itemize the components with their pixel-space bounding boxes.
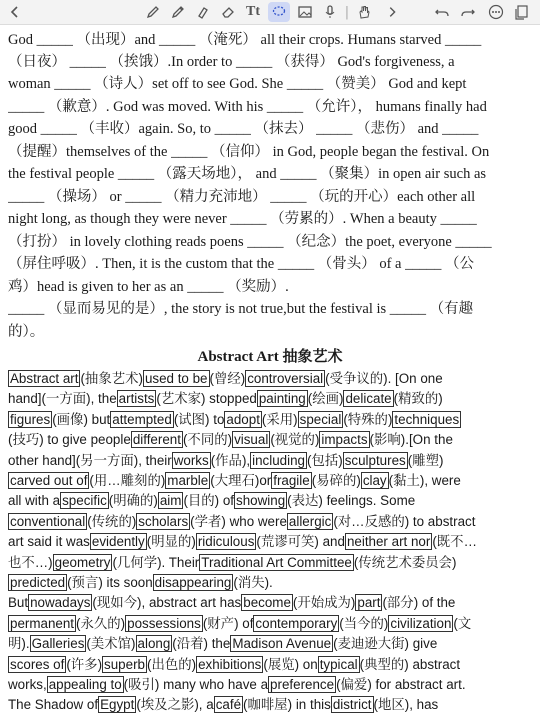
story-line: woman _____ （诗人）set off to see God. She _____ （赞美） God and kept xyxy=(8,76,467,92)
vocab-term: delicate xyxy=(345,391,392,407)
vocab-term: Abstract art xyxy=(10,371,79,386)
vocab-term: fragile xyxy=(273,473,310,488)
vocab-term: showing xyxy=(236,493,286,509)
vocab-line: 也不…) geometry (几何学). Their Traditional Art Committee (传统艺术委员会) xyxy=(8,554,457,570)
vocab-term: impacts xyxy=(321,432,368,448)
vocab-term: appealing to xyxy=(48,677,122,692)
vocab-term: visual xyxy=(234,432,269,448)
story-line: God _____ （出现）and _____ （淹死） all their crops. Humans starved _____ xyxy=(8,32,482,48)
vocab-line: hand](一方面), the artists (艺术家) stopped painting (绘画) delicate (精致的) xyxy=(8,391,443,407)
vocab-line: Abstract art (抽象艺术) used to be (曾经) controversial (受争议的). [On one xyxy=(10,371,443,386)
more-icon[interactable] xyxy=(486,2,506,22)
vocab-term: evidently xyxy=(91,534,145,550)
pen-icon[interactable] xyxy=(143,2,163,22)
toolbar xyxy=(0,0,540,25)
vocab-term: neither art nor xyxy=(346,534,431,550)
hand-icon[interactable] xyxy=(354,2,374,22)
vocab-term: Traditional Art Committee xyxy=(201,554,352,570)
vocab-term: geometry xyxy=(54,554,111,570)
microphone-icon[interactable] xyxy=(320,2,340,22)
vocab-term: including xyxy=(252,452,305,468)
vocab-term: disappearing xyxy=(154,575,232,590)
vocab-term: exhibitions xyxy=(198,656,262,672)
vocab-term: artists xyxy=(118,391,155,407)
vocab-line: permanent (永久的) possessions (财产) of contemporary (当今的) civilization (文 xyxy=(10,615,472,631)
vocab-term: typical xyxy=(319,656,358,672)
image-icon[interactable] xyxy=(295,2,315,22)
vocab-line: all with a specific (明确的) aim (目的) of showing (表达) feelings. Some xyxy=(8,493,416,509)
vocab-term: figures xyxy=(10,411,51,427)
back-chevron-icon[interactable] xyxy=(6,2,24,22)
vocab-term: carved out of xyxy=(10,473,88,488)
vocab-line: 明). Galleries (美术馆) along (沿着) the Madison Avenue (麦迪逊大街) give xyxy=(8,636,438,652)
vocab-line: predicted (预言) its soon disappearing (消失). xyxy=(10,575,273,590)
story-line: the festival people _____ （露天场地）， and _____ （聚集）in open air such as xyxy=(8,166,487,182)
vocab-term: café xyxy=(215,697,242,713)
eraser-icon[interactable] xyxy=(218,2,238,22)
vocab-term: conventional xyxy=(10,513,86,529)
vocab-term: scores of xyxy=(10,656,65,672)
vocab-term: techniques xyxy=(394,411,460,427)
story-line: night long, as though they were never _____ （劳累的）. When a beauty _____ xyxy=(8,211,477,227)
story-line: （提醒）themselves of the _____ （信仰） in God, people began the festival. On xyxy=(8,144,490,160)
vocab-term: adopt xyxy=(226,411,260,427)
vocab-term: scholars xyxy=(138,513,189,529)
undo-icon[interactable] xyxy=(432,2,452,22)
vocab-line: figures (画像) but attempted (试图) to adopt (采用) special (特殊的) techniques xyxy=(10,411,460,427)
vocab-term: Egypt xyxy=(100,697,135,713)
story-line: _____ （操场） or _____ （精力充沛地） _____ （玩的开心）each other all xyxy=(8,189,476,205)
vocab-term: aim xyxy=(159,493,182,509)
vocab-term: specific xyxy=(62,493,107,509)
vocab-term: clay xyxy=(362,473,387,488)
vocab-term: special xyxy=(299,411,342,427)
story-line: （屏住呼吸）. Then, it is the custom that the _____ （骨头） of a _____ （公 xyxy=(8,256,474,272)
vocab-term: Madison Avenue xyxy=(232,636,332,652)
separator: | xyxy=(344,4,350,20)
vocab-term: possessions xyxy=(127,615,201,631)
lasso-icon[interactable] xyxy=(268,2,290,22)
vocab-term: preference xyxy=(270,677,335,692)
pages-icon[interactable] xyxy=(512,2,532,22)
vocab-term: controversial xyxy=(247,371,324,386)
vocab-term: used to be xyxy=(144,371,208,386)
vocab-term: painting xyxy=(258,391,306,407)
vocab-term: attempted xyxy=(112,411,172,427)
story-line: 的）。 xyxy=(8,324,45,340)
redo-icon[interactable] xyxy=(458,2,478,22)
vocab-term: along xyxy=(137,636,171,652)
vocab-term: superb xyxy=(104,656,145,672)
vocab-term: district xyxy=(332,697,372,713)
vocab-line: (技巧) to give people different (不同的) visual (视觉的) impacts (影响).[On the xyxy=(8,432,453,448)
vocab-line: conventional (传统的) scholars (学者) who were allergic (对…反感的) to abstract xyxy=(10,513,476,529)
vocab-term: marble xyxy=(167,473,209,488)
vocab-term: predicted xyxy=(10,575,66,590)
vocab-term: different xyxy=(132,432,181,448)
vocab-term: permanent xyxy=(10,615,75,631)
story-line: _____ （显而易见的是）, the story is not true,but the festival is _____ （有趣 xyxy=(8,301,474,317)
story-line: good _____ （丰收）again. So, to _____ （抹去） _____ （悲伤） and _____ xyxy=(8,121,479,137)
vocab-term: sculptures xyxy=(344,452,406,468)
story-line: 鸡）head is given to her as an _____ （奖励）. xyxy=(8,279,289,295)
story-line: （日夜） _____ （挨饿）.In order to _____ （获得） God's forgiveness, a xyxy=(8,54,455,70)
vocab-term: ridiculous xyxy=(197,534,255,550)
vocab-term: contemporary xyxy=(255,615,338,631)
vocab-line: works, appealing to (吸引) many who have a preference (偏爱) for abstract art. xyxy=(8,677,466,692)
vocab-term: become xyxy=(243,595,291,611)
vocab-line: art said it was evidently (明显的) ridiculous (荒谬可笑) and neither art nor (既不… xyxy=(8,534,477,550)
forward-chevron-icon[interactable] xyxy=(385,2,399,22)
story-line: （打扮） in lovely clothing reads poens _____ （纪念）the poet, everyone _____ xyxy=(8,234,492,250)
vocab-term: civilization xyxy=(390,615,452,631)
pencil-icon[interactable] xyxy=(168,2,188,22)
section-title: Abstract Art 抽象艺术 xyxy=(197,349,343,365)
highlighter-icon[interactable] xyxy=(193,2,213,22)
vocab-term: works xyxy=(173,452,209,468)
text-tool-icon[interactable]: Tt xyxy=(246,4,260,19)
vocab-term: Galleries xyxy=(31,636,85,652)
vocab-line: other hand](另一方面), their works (作品), including (包括) sculptures (雕塑) xyxy=(8,452,444,468)
vocab-line: The Shadow of Egypt (埃及之影), a café (咖啡屋) in this district (地区), has xyxy=(8,697,439,713)
vocab-term: nowadays xyxy=(30,595,91,611)
vocab-term: allergic xyxy=(288,513,332,529)
vocab-term: part xyxy=(357,595,381,611)
vocab-line: scores of (许多) superb (出色的) exhibitions (展览) on typical (典型的) abstract xyxy=(10,656,461,672)
story-line: _____ （歉意）. God was moved. With his _____ （允许）， humans finally had xyxy=(8,99,487,115)
vocab-line: carved out of (用…雕刻的) marble (大理石)or fragile (易碎的) clay (黏土), were xyxy=(10,473,461,488)
vocab-line: But nowadays (现如今), abstract art has become (开始成为) part (部分) of the xyxy=(8,595,456,611)
